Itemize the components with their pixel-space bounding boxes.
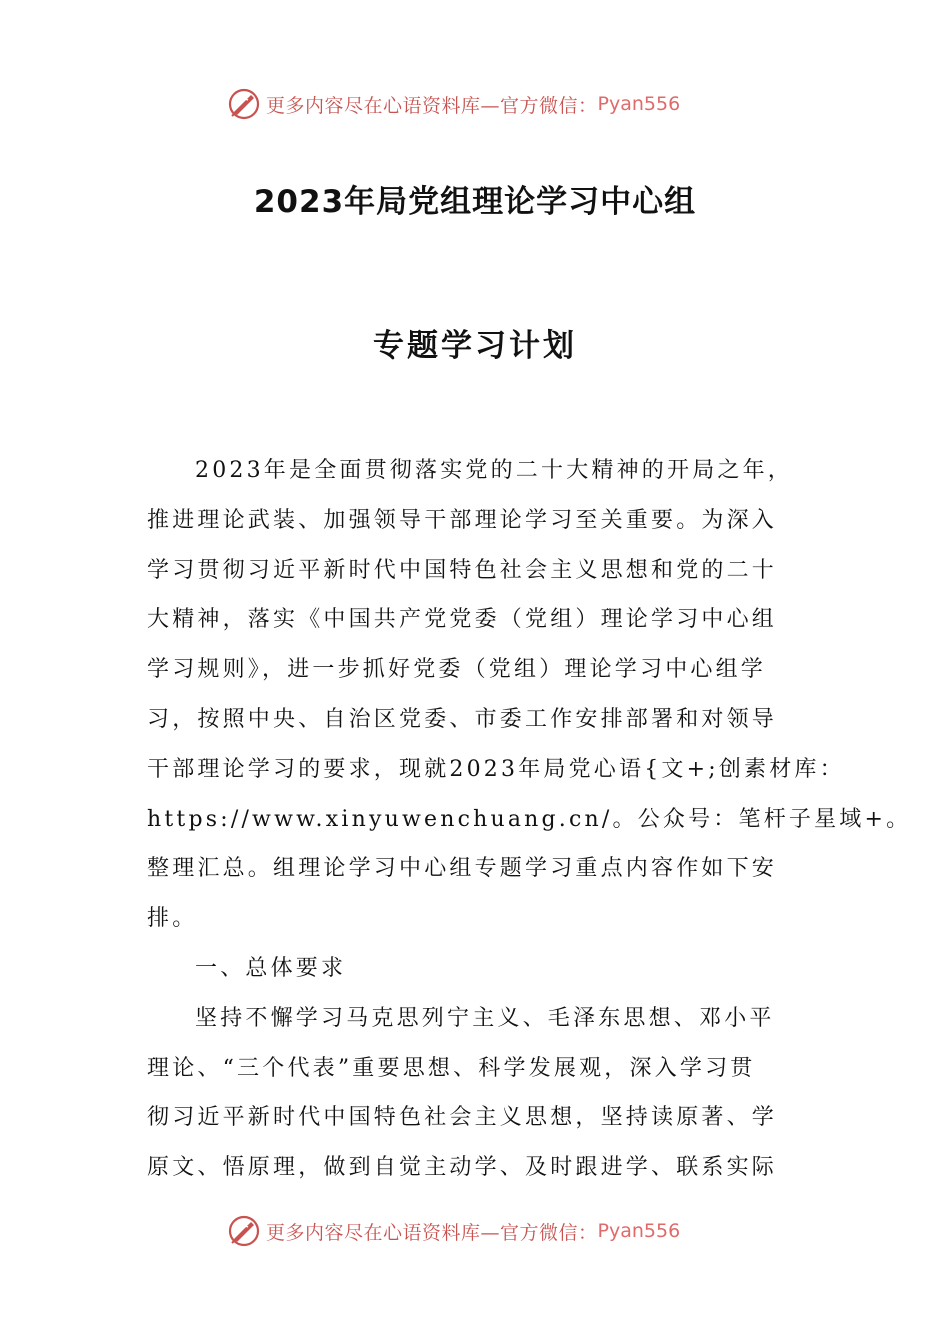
footer-watermark-banner	[226, 1211, 746, 1251]
body-line: 原文、悟原理，做到自觉主动学、及时跟进学、联系实际	[147, 1155, 778, 1181]
document-subtitle: 专题学习计划	[373, 328, 577, 364]
banner-wechat-label: 官方微信：	[500, 1221, 598, 1244]
body-line: 学习规则》，进一步抓好党委（党组）理论学习中心组学	[147, 657, 767, 683]
body-line: 坚持不懈学习马克思列宁主义、毛泽东思想、邓小平	[195, 1005, 775, 1031]
body-line: 2023年是全面贯彻落实党的二十大精神的开局之年，	[195, 458, 793, 483]
body-line: 学习贯彻习近平新时代中国特色社会主义思想和党的二十	[147, 557, 778, 583]
body-line-url: https://www.xinyuwenchuang.cn/。公众号：笔杆子星域+。	[147, 806, 912, 832]
header-watermark-banner	[226, 84, 746, 124]
banner-wechat-id: Pyan556	[597, 1220, 681, 1242]
pen-circle-logo-icon	[226, 86, 262, 122]
section-heading: 一、总体要求	[195, 955, 347, 981]
banner-wechat-label: 官方微信：	[500, 94, 598, 117]
body-line: 习，按照中央、自治区党委、市委工作安排部署和对领导	[147, 706, 778, 732]
body-line: 整理汇总。组理论学习中心组专题学习重点内容作如下安	[147, 856, 778, 882]
body-text	[147, 446, 912, 1193]
body-line: 彻习近平新时代中国特色社会主义思想，坚持读原著、学	[147, 1105, 778, 1131]
body-line: 大精神，落实《中国共产党党委（党组）理论学习中心组	[147, 607, 778, 633]
banner-text: 更多内容尽在心语资料库—	[266, 94, 501, 117]
body-line: 排。	[147, 906, 198, 932]
body-line: 干部理论学习的要求，现就2023年局党心语{文+;创素材库：	[147, 756, 845, 782]
pen-circle-logo-icon	[226, 1213, 262, 1249]
banner-wechat-id: Pyan556	[597, 93, 681, 115]
body-line: 推进理论武装、加强领导干部理论学习至关重要。为深入	[147, 507, 778, 533]
document-title: 2023年局党组理论学习中心组	[253, 184, 697, 220]
banner-text: 更多内容尽在心语资料库—	[266, 1221, 501, 1244]
body-line: 理论、“三个代表”重要思想、科学发展观，深入学习贯	[147, 1055, 756, 1081]
